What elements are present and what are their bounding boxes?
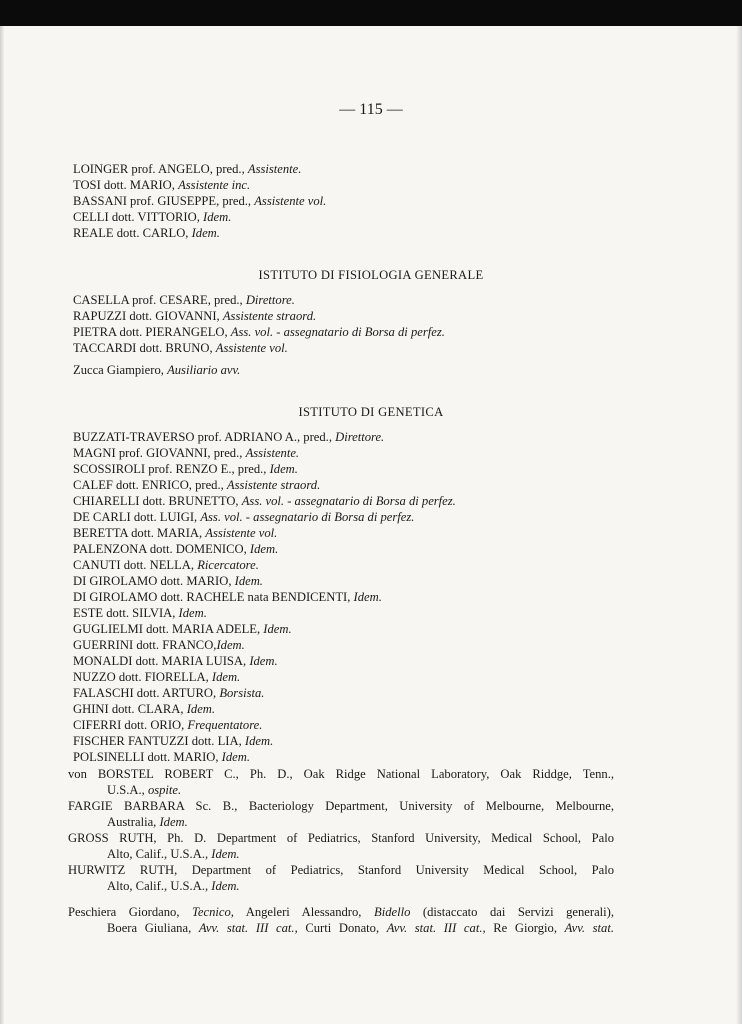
scan-top-border	[0, 0, 742, 26]
entry-line: PIETRA dott. PIERANGELO, Ass. vol. - assegnatario di Borsa di perfez.	[73, 325, 445, 339]
staff-line: Zucca Giampiero, Ausiliario avv.	[73, 363, 241, 377]
entry-line: CANUTI dott. NELLA, Ricercatore.	[73, 558, 259, 572]
entry-line: TOSI dott. MARIO, Assistente inc.	[73, 178, 251, 192]
scan-left-edge	[0, 26, 4, 1024]
entry-line: SCOSSIROLI prof. RENZO E., pred., Idem.	[73, 462, 298, 476]
entry-line: GHINI dott. CLARA, Idem.	[73, 702, 216, 716]
section-heading-fisiologia: ISTITUTO DI FISIOLOGIA GENERALE	[258, 268, 484, 282]
entry-line: DI GIROLAMO dott. MARIO, Idem.	[73, 574, 263, 588]
entry-line: CHIARELLI dott. BRUNETTO, Ass. vol. - assegnatario di Borsa di perfez.	[73, 494, 456, 508]
entry-line: MAGNI prof. GIOVANNI, pred., Assistente.	[73, 446, 300, 460]
guest-entry-line2: Australia, Idem.	[107, 815, 188, 829]
entry-line: TACCARDI dott. BRUNO, Assistente vol.	[73, 341, 288, 355]
entry-line: DE CARLI dott. LUIGI, Ass. vol. - assegnatario di Borsa di perfez.	[73, 510, 415, 524]
guest-entry-line2: Alto, Calif., U.S.A., Idem.	[107, 879, 240, 893]
entry-line: PALENZONA dott. DOMENICO, Idem.	[73, 542, 279, 556]
staff-paragraph-line1: Peschiera Giordano, Tecnico, Angeleri Alessandro, Bidello (distaccato dai Servizi generali),	[68, 905, 615, 919]
entry-line: POLSINELLI dott. MARIO, Idem.	[73, 750, 250, 764]
guest-entry-line2: U.S.A., ospite.	[107, 783, 182, 797]
scan-right-edge	[736, 26, 742, 1024]
entry-line: LOINGER prof. ANGELO, pred., Assistente.	[73, 162, 302, 176]
guest-entry-line2: Alto, Calif., U.S.A., Idem.	[107, 847, 240, 861]
entry-line: RAPUZZI dott. GIOVANNI, Assistente straord.	[73, 309, 317, 323]
entry-line: CALEF dott. ENRICO, pred., Assistente straord.	[73, 478, 321, 492]
guest-entry-line1: HURWITZ RUTH, Department of Pediatrics, Stanford University Medical School, Palo	[68, 863, 614, 877]
entry-line: CIFERRI dott. ORIO, Frequentatore.	[73, 718, 263, 732]
entry-line: FISCHER FANTUZZI dott. LIA, Idem.	[73, 734, 274, 748]
guest-entry-line1: FARGIE BARBARA Sc. B., Bacteriology Department, University of Melbourne, Melbourne,	[68, 799, 614, 813]
page-number: — 115 —	[339, 101, 403, 118]
entry-line: GUERRINI dott. FRANCO,Idem.	[73, 638, 245, 652]
entry-line: NUZZO dott. FIORELLA, Idem.	[73, 670, 241, 684]
staff-paragraph-line2: Boera Giuliana, Avv. stat. III cat., Curti Donato, Avv. stat. III cat., Re Giorgio, Avv. stat.	[107, 921, 614, 935]
entry-line: BERETTA dott. MARIA, Assistente vol.	[73, 526, 278, 540]
guest-entry-line1: von BORSTEL ROBERT C., Ph. D., Oak Ridge National Laboratory, Oak Riddge, Tenn.,	[68, 767, 614, 781]
entry-line: REALE dott. CARLO, Idem.	[73, 226, 220, 240]
entry-line: BUZZATI-TRAVERSO prof. ADRIANO A., pred., Direttore.	[73, 430, 385, 444]
guest-entry-line1: GROSS RUTH, Ph. D. Department of Pediatrics, Stanford University, Medical School, Palo	[68, 831, 614, 845]
entry-line: DI GIROLAMO dott. RACHELE nata BENDICENTI, Idem.	[73, 590, 382, 604]
section-heading-genetica: ISTITUTO DI GENETICA	[298, 405, 444, 419]
entry-line: CASELLA prof. CESARE, pred., Direttore.	[73, 293, 295, 307]
entry-line: CELLI dott. VITTORIO, Idem.	[73, 210, 232, 224]
entry-line: BASSANI prof. GIUSEPPE, pred., Assistente vol.	[73, 194, 327, 208]
entry-line: MONALDI dott. MARIA LUISA, Idem.	[73, 654, 278, 668]
entry-line: ESTE dott. SILVIA, Idem.	[73, 606, 207, 620]
entry-line: GUGLIELMI dott. MARIA ADELE, Idem.	[73, 622, 292, 636]
entry-line: FALASCHI dott. ARTURO, Borsista.	[73, 686, 265, 700]
